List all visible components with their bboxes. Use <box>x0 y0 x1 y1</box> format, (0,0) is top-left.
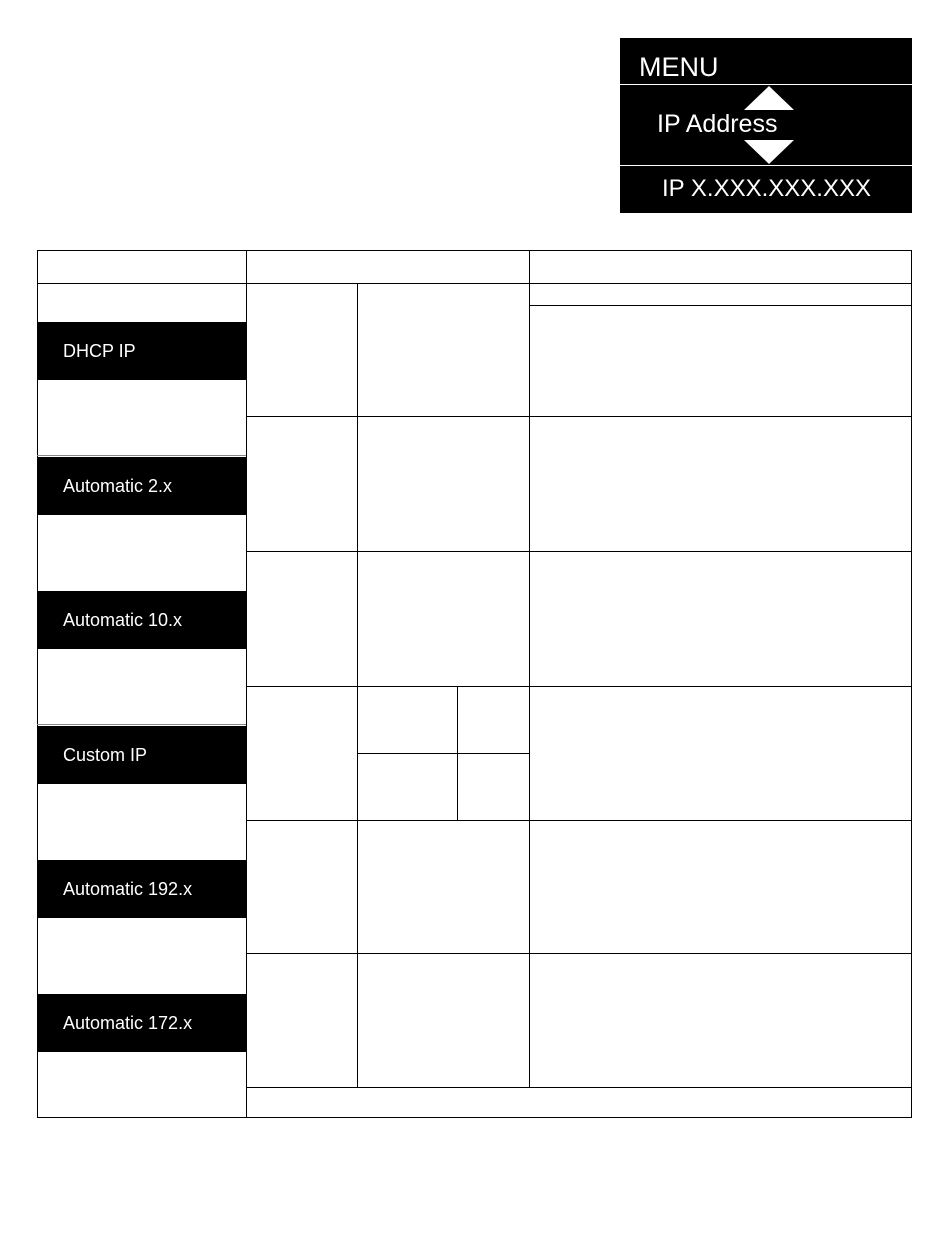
table-col-line <box>529 250 530 1088</box>
table-border-right <box>911 250 912 1118</box>
option-dhcp-ip: DHCP IP <box>38 322 246 380</box>
option-automatic-192x: Automatic 192.x <box>38 860 246 918</box>
lcd-menu-display <box>620 38 912 213</box>
option-automatic-10x: Automatic 10.x <box>38 591 246 649</box>
table-row-line <box>246 953 912 954</box>
table-row-line <box>246 820 912 821</box>
lcd-menu-item: IP Address <box>620 85 912 165</box>
table-left-divider <box>37 455 246 456</box>
table-left-divider <box>37 724 246 725</box>
option-custom-ip: Custom IP <box>38 726 246 784</box>
lcd-menu-title: MENU <box>620 38 912 84</box>
triangle-down-icon <box>744 140 794 164</box>
table-border-bottom <box>37 1117 912 1118</box>
lcd-menu-value: IP X.XXX.XXX.XXX <box>620 166 912 213</box>
option-automatic-172x: Automatic 172.x <box>38 994 246 1052</box>
table-border-left <box>37 250 38 1118</box>
table-row-line <box>246 1087 912 1088</box>
option-automatic-2x: Automatic 2.x <box>38 457 246 515</box>
table-border-top <box>37 250 912 251</box>
table-row-line <box>529 305 912 306</box>
table-row-line <box>246 416 912 417</box>
table-row-line <box>246 551 912 552</box>
table-header-line <box>37 283 912 284</box>
table-row-line <box>246 686 912 687</box>
table-subrow-line <box>357 753 529 754</box>
triangle-up-icon <box>744 86 794 110</box>
table-col-line <box>246 250 247 1118</box>
